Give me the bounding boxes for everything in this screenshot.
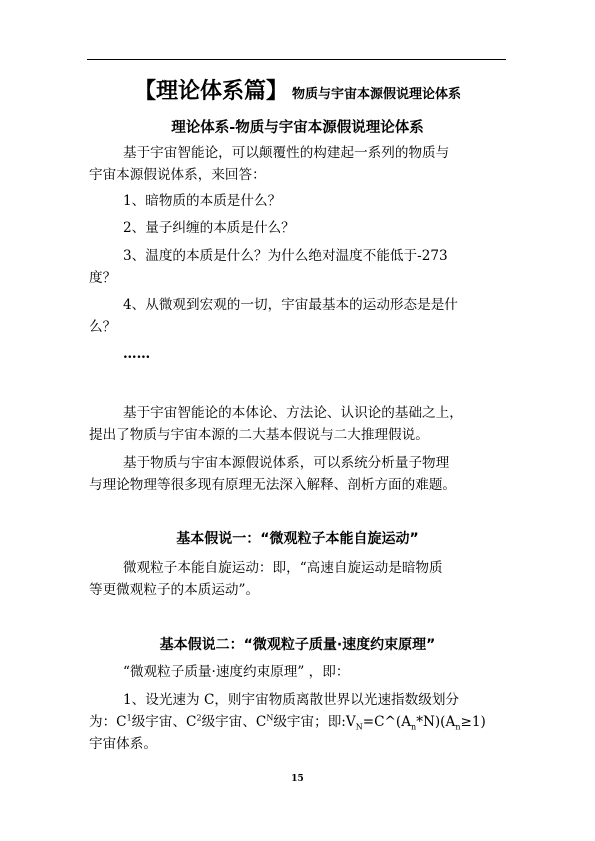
para3-line-2: 与理论物理等很多现有原理无法深入解释、剖析方面的难题。 [89, 477, 457, 493]
title-sub: 物质与宇宙本源假说理论体系 [292, 87, 462, 102]
intro-text-1: 基于宇宙智能论，可以颠覆性的构建起一系列的物质与 [123, 145, 450, 161]
question-4-line-1: 4、从微观到宏观的一切，宇宙最基本的运动形态是是什 [123, 297, 458, 313]
formula-seg: 为：C [89, 714, 127, 730]
formula-seg: ≥1) [460, 714, 486, 730]
hypothesis-1-heading: 基本假说一：“微观粒子本能自旋运动” [176, 531, 419, 547]
question-3-line-1: 3、温度的本质是什么？为什么绝对温度不能低于-273 [123, 248, 448, 264]
formula-sub: n [455, 722, 461, 732]
intro-line-2: 宇宙本源假说体系，来回答： [89, 167, 266, 183]
formula-sub: N [355, 722, 363, 732]
formula-sup: 2 [196, 713, 202, 723]
hypothesis-2-formula-line [89, 711, 516, 733]
para2-line-2: 提出了物质与宇宙本源的二大基本假说与二大推理假说。 [89, 427, 429, 443]
ellipsis: …… [123, 346, 151, 362]
hypothesis-2-line-1: “微观粒子质量·速度约束原理” ，即： [123, 664, 350, 680]
formula-seg: =C^(A [362, 714, 412, 730]
header-rule [87, 59, 506, 60]
page-title [0, 74, 595, 105]
formula-seg: *N)(A [416, 714, 456, 730]
formula-sup: N [266, 713, 274, 723]
question-1: 1、暗物质的本质是什么？ [123, 193, 282, 209]
formula-seg: 级宇宙；即:V [273, 714, 356, 730]
formula-seg: 级宇宙、C [131, 714, 197, 730]
question-4-line-2: 么？ [89, 319, 117, 335]
intro-line-1 [89, 142, 516, 164]
formula-sub: n [411, 722, 417, 732]
hypothesis-2-line-2: 1、设光速为 C，则宇宙物质离散世界以光速指数级划分 [123, 692, 460, 708]
hypothesis-2-heading: 基本假说二：“微观粒子质量·速度约束原理” [159, 637, 436, 653]
page-number: 15 [291, 774, 304, 784]
hypothesis-1-line-1: 微观粒子本能自旋运动：即，“高速自旋运动是暗物质 [123, 560, 443, 576]
formula-seg: 级宇宙、C [201, 714, 267, 730]
title-main: 【理论体系篇】 [133, 79, 288, 104]
page-subtitle: 理论体系-物质与宇宙本源假说理论体系 [171, 120, 424, 136]
question-3-line-2: 度？ [89, 270, 117, 286]
para3-line-1: 基于物质与宇宙本源假说体系，可以系统分析量子物理 [123, 455, 450, 471]
para2-line-1: 基于宇宙智能论的本体论、方法论、认识论的基础之上， [123, 405, 463, 421]
hypothesis-1-line-2: 等更微观粒子的本质运动”。 [89, 582, 260, 598]
question-2: 2、量子纠缠的本质是什么？ [123, 220, 295, 236]
formula-sup: 1 [126, 713, 132, 723]
hypothesis-2-line-4: 宇宙体系。 [89, 736, 157, 752]
